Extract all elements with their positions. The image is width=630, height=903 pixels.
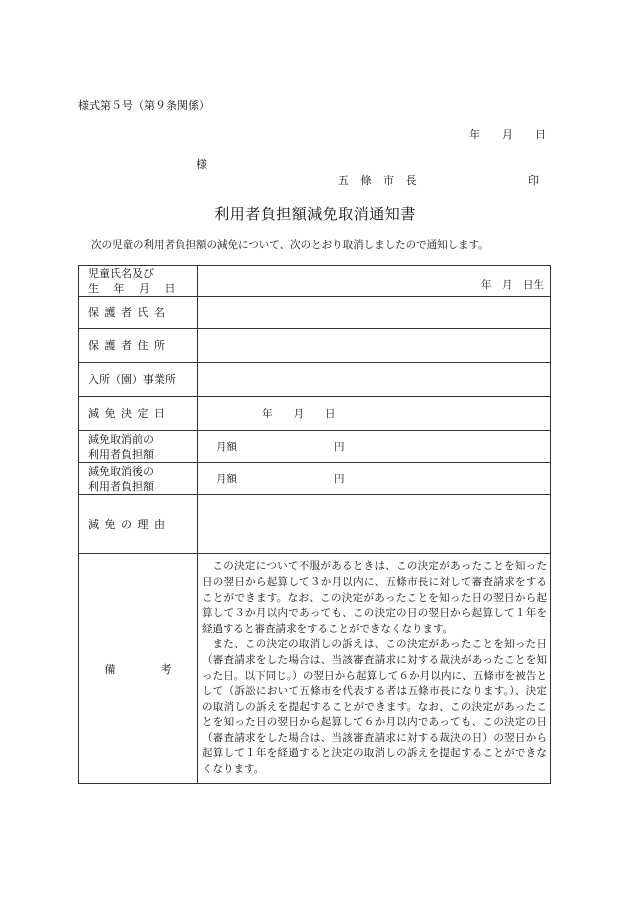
- before-amount-label-cell: [79, 431, 198, 463]
- table-row: [79, 463, 551, 495]
- decision-date-label-cell: [79, 397, 198, 431]
- remarks-label-cell: [79, 554, 198, 784]
- child-label-cell: [79, 266, 198, 297]
- reason-label-cell: [79, 495, 198, 554]
- guardian-address-label: 保護者住所: [88, 339, 171, 352]
- child-label-line1: 児童氏名及び: [88, 267, 154, 280]
- reason-field[interactable]: [198, 495, 551, 554]
- notice-table: [78, 265, 551, 784]
- before-amount-prefix: 月額: [216, 441, 237, 453]
- table-row: [79, 363, 551, 397]
- remarks-cell: [198, 554, 551, 784]
- document-title: 利用者負担額減免取消通知書: [214, 205, 416, 223]
- before-amount-unit: 円: [334, 441, 345, 453]
- date-day-field[interactable]: 日: [535, 128, 546, 141]
- notice-date: [469, 126, 546, 142]
- after-amount-prefix: 月額: [216, 473, 237, 485]
- birth-date-suffix: 年 月 日生: [481, 279, 544, 291]
- after-amount-label-line1: 減免取消後の: [88, 464, 154, 478]
- table-row: [79, 495, 551, 554]
- seal-mark: 印: [528, 174, 539, 187]
- decision-date-label: 減免決定日: [88, 407, 171, 420]
- decision-date-field[interactable]: [198, 397, 551, 431]
- before-amount-label-line1: 減免取消前の: [88, 432, 154, 446]
- table-row: [79, 297, 551, 329]
- form-number-label: 様式第５号（第９条関係）: [78, 99, 210, 112]
- facility-field[interactable]: [198, 363, 551, 397]
- after-amount-label-cell: [79, 463, 198, 495]
- remarks-paragraph-2: また、この決定の取消しの訴えは、この決定があったことを知った日（審査請求をした場合は、当該審査請求に対する裁決があったことを知った日。以下同じ。）の翌日から起算して６か月以内に、五條市を被告として（訴訟において五條市を代表する者は五條市長になります。）、決定の取消しの訴えを提起することができます。なお、この決定があったことを知った日の翌日から起算して６か月以内であっても、この決定の日（審査請求をした場合は、当該審査請求に対する裁決の日）の翌日から起算して１年を経過すると決定の取消しの訴えを提起することができなくなります。: [202, 638, 547, 776]
- after-amount-label-line2: 利用者負担額: [88, 479, 154, 493]
- guardian-address-field[interactable]: [198, 329, 551, 363]
- remarks-paragraph-1: この決定について不服があるときは、この決定があったことを知った日の翌日から起算して３か月以内に、五條市長に対して審査請求をすることができます。なお、この決定があったことを知った日の翌日から起算して３か月以内であっても、この決定の日の翌日から起算して１年を経過すると審査請求をすることができなくなります。: [202, 560, 547, 635]
- guardian-name-field[interactable]: [198, 297, 551, 329]
- facility-label: 入所（園）事業所: [88, 373, 176, 386]
- issuer-name: 五 條 市 長: [338, 174, 421, 187]
- remarks-label-left: 備: [104, 662, 116, 676]
- addressee-suffix: 様: [196, 158, 207, 171]
- date-month-field[interactable]: 月: [502, 128, 513, 141]
- guardian-address-label-cell: [79, 329, 198, 363]
- intro-text: 次の児童の利用者負担額の減免について、次のとおり取消しましたので通知します。: [91, 239, 489, 251]
- before-amount-field[interactable]: [198, 431, 551, 463]
- guardian-name-label-cell: [79, 297, 198, 329]
- decision-date-value: 年 月 日: [262, 408, 336, 420]
- table-row: [79, 329, 551, 363]
- table-row: [79, 397, 551, 431]
- table-row: [79, 554, 551, 784]
- after-amount-unit: 円: [334, 473, 345, 485]
- remarks-label-right: 考: [160, 662, 172, 676]
- child-value-cell[interactable]: [198, 266, 551, 297]
- facility-label-cell: [79, 363, 198, 397]
- date-year-field[interactable]: 年: [469, 128, 480, 141]
- after-amount-field[interactable]: [198, 463, 551, 495]
- table-row: [79, 431, 551, 463]
- guardian-name-label: 保護者氏名: [88, 306, 171, 319]
- child-label-line2: 生 年 月 日: [88, 282, 181, 295]
- before-amount-label-line2: 利用者負担額: [88, 447, 154, 461]
- table-row: [79, 266, 551, 297]
- reason-label: 減免の理由: [88, 517, 171, 531]
